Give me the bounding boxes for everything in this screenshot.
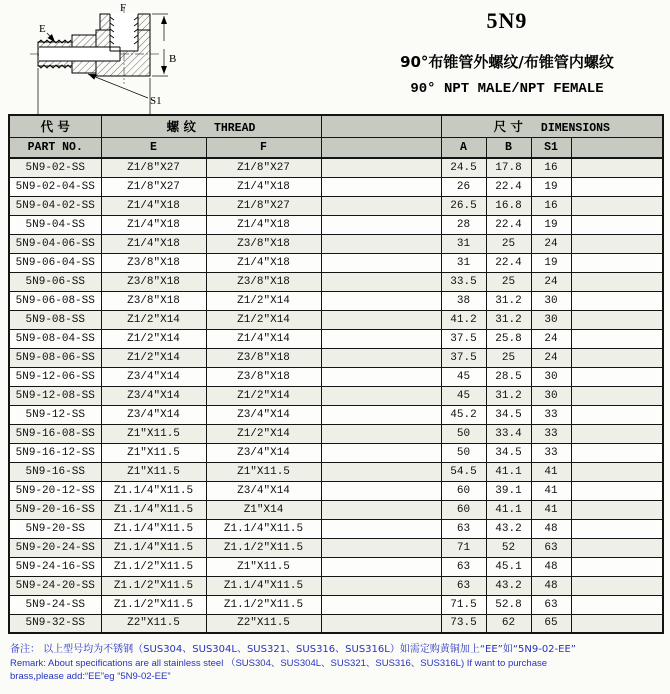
cell-thread-f: Z3/4″X14 (206, 443, 321, 462)
spec-table-body (9, 158, 663, 633)
cell-dim-s1: 48 (531, 519, 571, 538)
cell-empty (321, 557, 441, 576)
table-row (9, 443, 663, 462)
cell-thread-e: Z1/4″X18 (101, 215, 206, 234)
cell-dim-s1: 24 (531, 348, 571, 367)
cell-empty (571, 538, 663, 557)
cell-empty (321, 158, 441, 177)
cell-part-no: 5N9-24-16-SS (9, 557, 101, 576)
table-row (9, 386, 663, 405)
cell-empty (571, 253, 663, 272)
table-row (9, 310, 663, 329)
cell-thread-f: Z1/8″X27 (206, 158, 321, 177)
dim-label-s1: S1 (150, 95, 162, 107)
table-row (9, 196, 663, 215)
cell-dim-b: 41.1 (486, 462, 531, 481)
table-row (9, 595, 663, 614)
cell-dim-s1: 24 (531, 234, 571, 253)
cell-dim-a: 33.5 (441, 272, 486, 291)
cell-dim-b: 25 (486, 272, 531, 291)
cell-thread-f: Z1.1/4″X11.5 (206, 576, 321, 595)
table-row (9, 424, 663, 443)
cell-part-no: 5N9-02-04-SS (9, 177, 101, 196)
header-col-f: F (206, 137, 321, 158)
cell-empty (571, 234, 663, 253)
cell-dim-s1: 33 (531, 443, 571, 462)
cell-dim-b: 31.2 (486, 291, 531, 310)
cell-dim-b: 41.1 (486, 500, 531, 519)
female-bore (110, 13, 138, 51)
subtitle-english: 90° NPT MALE/NPT FEMALE (410, 81, 604, 97)
cell-part-no: 5N9-04-SS (9, 215, 101, 234)
cell-thread-e: Z3/8″X18 (101, 291, 206, 310)
cell-thread-f: Z1.1/2″X11.5 (206, 538, 321, 557)
cell-empty (571, 519, 663, 538)
table-row (9, 462, 663, 481)
cell-dim-a: 37.5 (441, 329, 486, 348)
cell-empty (571, 329, 663, 348)
cell-empty (321, 614, 441, 633)
table-row (9, 253, 663, 272)
cell-part-no: 5N9-16-SS (9, 462, 101, 481)
cell-dim-s1: 41 (531, 500, 571, 519)
cell-thread-e: Z1.1/4″X11.5 (101, 538, 206, 557)
cell-empty (571, 310, 663, 329)
cell-dim-s1: 16 (531, 196, 571, 215)
table-row (9, 234, 663, 253)
table-row (9, 177, 663, 196)
cell-empty (321, 291, 441, 310)
cell-empty (571, 367, 663, 386)
cell-dim-b: 25 (486, 234, 531, 253)
cell-dim-s1: 33 (531, 424, 571, 443)
header-col-b: B (486, 137, 531, 158)
header-dims-en: DIMENSIONS (540, 122, 610, 136)
dim-label-e: E (39, 23, 46, 35)
cell-dim-b: 39.1 (486, 481, 531, 500)
footer-remark (10, 642, 662, 683)
cell-empty (321, 462, 441, 481)
spec-table-wrap (8, 114, 664, 634)
page-title: 5N9 (486, 8, 528, 33)
cell-dim-s1: 41 (531, 481, 571, 500)
cell-empty (571, 386, 663, 405)
cell-dim-b: 22.4 (486, 177, 531, 196)
header-row-columns (9, 137, 663, 158)
cell-dim-a: 38 (441, 291, 486, 310)
cell-thread-e: Z1.1/2″X11.5 (101, 576, 206, 595)
cell-thread-f: Z3/8″X18 (206, 348, 321, 367)
header-row-group (9, 115, 663, 137)
cell-thread-e: Z3/4″X14 (101, 367, 206, 386)
cell-empty (321, 234, 441, 253)
dim-s1-leader (88, 74, 148, 98)
cell-thread-e: Z3/8″X18 (101, 272, 206, 291)
cell-dim-a: 71.5 (441, 595, 486, 614)
male-bore (39, 47, 120, 61)
cell-part-no: 5N9-08-06-SS (9, 348, 101, 367)
table-row (9, 538, 663, 557)
cell-part-no: 5N9-16-08-SS (9, 424, 101, 443)
cell-part-no: 5N9-08-SS (9, 310, 101, 329)
table-row (9, 272, 663, 291)
header-dimensions (441, 115, 663, 137)
cell-empty (321, 443, 441, 462)
remark-line-en-1: Remark: About specifications are all stainless steel （SUS304、SUS304L、SUS321、SUS316、SUS316L) If want to purchase (10, 658, 548, 669)
cell-dim-a: 41.2 (441, 310, 486, 329)
table-row (9, 500, 663, 519)
cell-thread-f: Z3/8″X18 (206, 234, 321, 253)
cell-dim-b: 22.4 (486, 215, 531, 234)
table-row (9, 481, 663, 500)
cell-thread-f: Z1.1/4″X11.5 (206, 519, 321, 538)
cell-dim-a: 63 (441, 519, 486, 538)
cell-dim-a: 71 (441, 538, 486, 557)
cell-empty (571, 462, 663, 481)
cell-dim-b: 31.2 (486, 386, 531, 405)
cell-empty (571, 177, 663, 196)
cell-thread-e: Z1″X11.5 (101, 424, 206, 443)
cell-dim-a: 73.5 (441, 614, 486, 633)
cell-thread-e: Z1.1/4″X11.5 (101, 500, 206, 519)
cell-dim-b: 33.4 (486, 424, 531, 443)
cell-thread-f: Z1″X14 (206, 500, 321, 519)
empty-header-cell (321, 115, 441, 137)
cell-dim-a: 63 (441, 576, 486, 595)
cell-thread-f: Z3/8″X18 (206, 367, 321, 386)
cell-empty (571, 196, 663, 215)
cell-part-no: 5N9-24-20-SS (9, 576, 101, 595)
table-row (9, 519, 663, 538)
header-thread-cn: 螺 纹 (166, 119, 196, 135)
cell-dim-b: 62 (486, 614, 531, 633)
cell-part-no: 5N9-06-08-SS (9, 291, 101, 310)
cell-dim-b: 16.8 (486, 196, 531, 215)
cell-empty (321, 386, 441, 405)
cell-thread-f: Z2″X11.5 (206, 614, 321, 633)
cell-part-no: 5N9-32-SS (9, 614, 101, 633)
cell-empty (321, 538, 441, 557)
cell-dim-s1: 30 (531, 291, 571, 310)
cell-dim-s1: 41 (531, 462, 571, 481)
cell-empty (571, 215, 663, 234)
cell-empty (321, 405, 441, 424)
remark-line-en-2: brass,please add:“EE”eg “5N9-02-EE” (10, 671, 171, 682)
cell-part-no: 5N9-24-SS (9, 595, 101, 614)
cell-dim-a: 60 (441, 500, 486, 519)
cell-dim-b: 31.2 (486, 310, 531, 329)
cell-thread-f: Z3/4″X14 (206, 405, 321, 424)
cell-part-no: 5N9-16-12-SS (9, 443, 101, 462)
cell-part-no: 5N9-06-04-SS (9, 253, 101, 272)
cell-dim-a: 31 (441, 234, 486, 253)
empty-header-cell (321, 137, 441, 158)
cell-part-no: 5N9-02-SS (9, 158, 101, 177)
cell-empty (571, 614, 663, 633)
cell-dim-s1: 24 (531, 272, 571, 291)
cell-empty (571, 576, 663, 595)
cell-dim-a: 24.5 (441, 158, 486, 177)
header-col-s1: S1 (531, 137, 571, 158)
cell-part-no: 5N9-08-04-SS (9, 329, 101, 348)
cell-thread-e: Z1/2″X14 (101, 348, 206, 367)
header-col-e: E (101, 137, 206, 158)
cell-dim-a: 26.5 (441, 196, 486, 215)
cell-dim-a: 26 (441, 177, 486, 196)
cell-dim-s1: 48 (531, 576, 571, 595)
cell-dim-s1: 30 (531, 367, 571, 386)
cell-thread-f: Z1/2″X14 (206, 310, 321, 329)
cell-thread-f: Z1/2″X14 (206, 386, 321, 405)
cell-empty (321, 500, 441, 519)
remark-line-cn: 备注： 以上型号均为不锈钢（SUS304、SUS304L、SUS321、SUS316、SUS316L）如需定购黄铜加上“EE”如“5N9-02-EE” (10, 644, 576, 655)
cell-dim-a: 54.5 (441, 462, 486, 481)
cell-part-no: 5N9-04-06-SS (9, 234, 101, 253)
cell-part-no: 5N9-12-06-SS (9, 367, 101, 386)
cell-empty (321, 481, 441, 500)
cell-part-no: 5N9-06-SS (9, 272, 101, 291)
cell-empty (571, 272, 663, 291)
cell-empty (571, 481, 663, 500)
cell-thread-e: Z1″X11.5 (101, 462, 206, 481)
dimension-b-lines (152, 14, 168, 76)
dim-label-b: B (169, 53, 177, 65)
cell-dim-s1: 16 (531, 158, 571, 177)
cell-thread-f: Z3/4″X14 (206, 481, 321, 500)
cell-empty (321, 215, 441, 234)
header-thread (101, 115, 321, 137)
cell-thread-f: Z1/4″X14 (206, 329, 321, 348)
table-row (9, 348, 663, 367)
cell-thread-f: Z1.1/2″X11.5 (206, 595, 321, 614)
cell-empty (321, 519, 441, 538)
cell-empty (321, 576, 441, 595)
spec-table (8, 114, 664, 634)
cell-empty (321, 329, 441, 348)
cell-thread-e: Z1.1/4″X11.5 (101, 519, 206, 538)
cell-empty (321, 595, 441, 614)
cell-dim-b: 34.5 (486, 443, 531, 462)
cell-dim-b: 22.4 (486, 253, 531, 272)
cell-dim-s1: 30 (531, 386, 571, 405)
cell-dim-s1: 19 (531, 253, 571, 272)
cell-thread-f: Z1/4″X18 (206, 253, 321, 272)
cell-empty (321, 177, 441, 196)
cell-dim-s1: 24 (531, 329, 571, 348)
cell-thread-f: Z1″X11.5 (206, 557, 321, 576)
cell-dim-a: 50 (441, 424, 486, 443)
cell-dim-s1: 63 (531, 595, 571, 614)
cell-thread-e: Z1/2″X14 (101, 329, 206, 348)
cell-empty (321, 367, 441, 386)
cell-dim-b: 45.1 (486, 557, 531, 576)
table-row (9, 158, 663, 177)
cell-thread-e: Z3/4″X14 (101, 386, 206, 405)
cell-dim-s1: 63 (531, 538, 571, 557)
empty-header-cell (571, 137, 663, 158)
table-row (9, 291, 663, 310)
table-row (9, 215, 663, 234)
cell-thread-f: Z1/2″X14 (206, 424, 321, 443)
cell-thread-e: Z1/8″X27 (101, 177, 206, 196)
cell-part-no: 5N9-20-12-SS (9, 481, 101, 500)
cell-dim-s1: 65 (531, 614, 571, 633)
cell-dim-b: 43.2 (486, 519, 531, 538)
cell-thread-e: Z1/2″X14 (101, 310, 206, 329)
cell-empty (321, 253, 441, 272)
cell-empty (321, 272, 441, 291)
cell-dim-s1: 48 (531, 557, 571, 576)
cell-thread-f: Z1/2″X14 (206, 291, 321, 310)
cell-dim-s1: 33 (531, 405, 571, 424)
table-row (9, 576, 663, 595)
table-row (9, 329, 663, 348)
cell-empty (321, 424, 441, 443)
dim-label-f: F (120, 2, 127, 14)
cell-empty (571, 424, 663, 443)
cell-thread-e: Z1/8″X27 (101, 158, 206, 177)
cell-dim-b: 52.8 (486, 595, 531, 614)
cell-thread-e: Z3/8″X18 (101, 253, 206, 272)
cell-dim-s1: 19 (531, 215, 571, 234)
cell-dim-b: 25.8 (486, 329, 531, 348)
header-part-no-cn: 代 号 (9, 115, 101, 137)
cell-dim-a: 37.5 (441, 348, 486, 367)
table-row (9, 405, 663, 424)
cell-empty (321, 310, 441, 329)
cell-dim-a: 50 (441, 443, 486, 462)
cell-dim-s1: 30 (531, 310, 571, 329)
cell-empty (571, 595, 663, 614)
table-row (9, 557, 663, 576)
header-dims-cn: 尺 寸 (493, 119, 523, 135)
table-row (9, 614, 663, 633)
cell-empty (571, 348, 663, 367)
cell-thread-f: Z1/8″X27 (206, 196, 321, 215)
cell-part-no: 5N9-20-16-SS (9, 500, 101, 519)
cell-thread-e: Z3/4″X14 (101, 405, 206, 424)
cell-part-no: 5N9-12-08-SS (9, 386, 101, 405)
cell-empty (571, 557, 663, 576)
cell-dim-a: 45 (441, 367, 486, 386)
cell-empty (571, 500, 663, 519)
cell-thread-f: Z1/4″X18 (206, 215, 321, 234)
cell-dim-a: 45 (441, 386, 486, 405)
cell-dim-a: 28 (441, 215, 486, 234)
cell-thread-f: Z1″X11.5 (206, 462, 321, 481)
cell-thread-e: Z2″X11.5 (101, 614, 206, 633)
cell-thread-e: Z1.1/2″X11.5 (101, 557, 206, 576)
cell-dim-b: 43.2 (486, 576, 531, 595)
cell-dim-b: 34.5 (486, 405, 531, 424)
cell-dim-a: 45.2 (441, 405, 486, 424)
cell-dim-a: 31 (441, 253, 486, 272)
cell-part-no: 5N9-20-SS (9, 519, 101, 538)
cell-part-no: 5N9-20-24-SS (9, 538, 101, 557)
cell-thread-e: Z1″X11.5 (101, 443, 206, 462)
cell-empty (571, 158, 663, 177)
cell-dim-b: 28.5 (486, 367, 531, 386)
subtitle-chinese: 90°布锥管外螺纹/布锥管内螺纹 (400, 53, 614, 71)
cell-thread-e: Z1/4″X18 (101, 196, 206, 215)
header-thread-en: THREAD (213, 122, 256, 136)
header-col-a: A (441, 137, 486, 158)
cell-thread-e: Z1.1/2″X11.5 (101, 595, 206, 614)
table-row (9, 367, 663, 386)
cell-dim-b: 52 (486, 538, 531, 557)
cell-dim-a: 60 (441, 481, 486, 500)
cell-thread-f: Z3/8″X18 (206, 272, 321, 291)
header-part-no-en: PART NO. (9, 137, 101, 158)
cell-dim-a: 63 (441, 557, 486, 576)
cell-empty (571, 443, 663, 462)
cell-thread-f: Z1/4″X18 (206, 177, 321, 196)
cell-part-no: 5N9-04-02-SS (9, 196, 101, 215)
cell-part-no: 5N9-12-SS (9, 405, 101, 424)
cell-thread-e: Z1.1/4″X11.5 (101, 481, 206, 500)
cell-dim-b: 25 (486, 348, 531, 367)
cell-dim-b: 17.8 (486, 158, 531, 177)
cell-empty (571, 291, 663, 310)
cell-empty (321, 196, 441, 215)
cell-thread-e: Z1/4″X18 (101, 234, 206, 253)
cell-dim-s1: 19 (531, 177, 571, 196)
cell-empty (571, 405, 663, 424)
title-block (352, 8, 662, 97)
cell-empty (321, 348, 441, 367)
